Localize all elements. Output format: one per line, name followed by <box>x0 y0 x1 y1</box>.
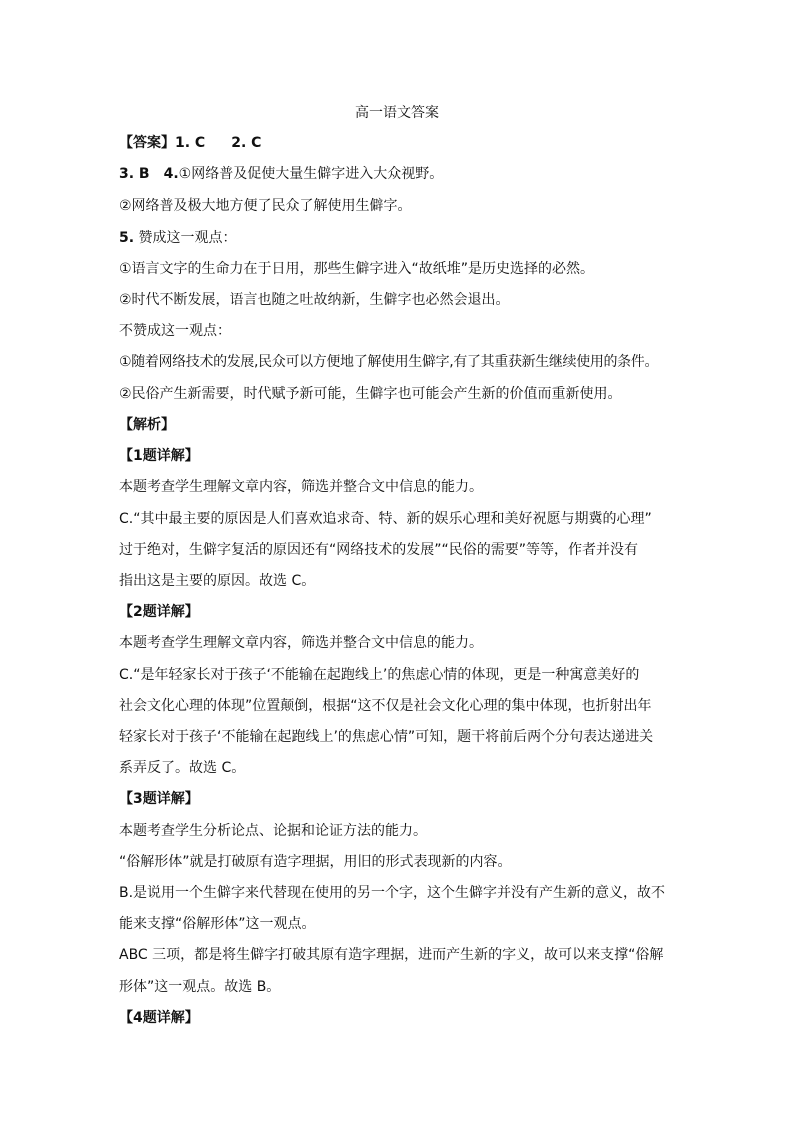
q1-heading: 【1题详解】 <box>119 448 199 464</box>
q3-heading: 【3题详解】 <box>119 791 199 807</box>
q1-line-3: 过于绝对，生僻字复活的原因还有“网络技术的发展”“民俗的需要”等等，作者并没有 <box>119 542 639 558</box>
answer-label: 【答案】 <box>119 135 175 151</box>
answer-4-point-1: ①网络普及促使大量生僻字进入大众视野。 <box>178 166 444 182</box>
q3-line-1: 本题考查学生分析论点、论据和论证方法的能力。 <box>119 823 427 839</box>
answer-3: 3. B <box>119 166 150 182</box>
answer-5-row <box>119 228 237 248</box>
page-title: 高一语文答案 <box>355 105 439 121</box>
q2-heading: 【2题详解】 <box>119 604 199 620</box>
q1-line-1: 本题考查学生理解文章内容，筛选并整合文中信息的能力。 <box>119 479 483 495</box>
answer-1: 1. C <box>175 135 206 151</box>
q2-line-3: 社会文化心理的体现”位置颠倒，根据“这不仅是社会文化心理的集中体现，也折射出年 <box>119 698 652 714</box>
q3-line-4: 能来支撑“俗解形体”这一观点。 <box>119 916 316 932</box>
q3-line-3: B.是说用一个生僻字来代替现在使用的另一个字，这个生僻字并没有产生新的意义，故不 <box>119 885 666 901</box>
analysis-label: 【解析】 <box>119 417 175 433</box>
answer-5-disagree-point-2: ②民俗产生新需要，时代赋予新可能，生僻字也可能会产生新的价值而重新使用。 <box>119 386 622 402</box>
answer-5-disagree-point-1: ①随着网络技术的发展,民众可以方便地了解使用生僻字,有了其重获新生继续使用的条件。 <box>119 354 659 370</box>
answer-4-num: 4. <box>163 166 179 182</box>
q4-heading: 【4题详解】 <box>119 1010 199 1026</box>
answer-5-disagree-label: 不赞成这一观点： <box>119 323 231 339</box>
answer-row-2 <box>119 164 443 184</box>
q1-line-2: C.“其中最主要的原因是人们喜欢追求奇、特、新的娱乐心理和美好祝愿与期冀的心理” <box>119 511 652 527</box>
answer-4-point-2: ②网络普及极大地方便了民众了解使用生僻字。 <box>119 198 412 214</box>
answer-5-agree-label: 赞成这一观点： <box>138 230 237 246</box>
answer-2: 2. C <box>231 135 262 151</box>
q1-line-4: 指出这是主要的原因。故选 C。 <box>119 573 316 589</box>
answer-row-1 <box>119 133 261 153</box>
q3-line-6: 形体”这一观点。故选 B。 <box>119 979 281 995</box>
q3-line-2: “俗解形体”就是打破原有造字理据，用旧的形式表现新的内容。 <box>119 854 512 870</box>
answer-5-agree-point-2: ②时代不断发展，语言也随之吐故纳新，生僻字也必然会退出。 <box>119 292 510 308</box>
q3-line-5: ABC 三项，都是将生僻字打破其原有造字理据，进而产生新的字义，故可以来支撑“俗解 <box>119 947 664 963</box>
q2-line-2: C.“是年轻家长对于孩子‘不能输在起跑线上’的焦虑心情的体现，更是一种寓意美好的 <box>119 667 640 683</box>
q2-line-5: 系弄反了。故选 C。 <box>119 760 246 776</box>
answer-5-agree-point-1: ①语言文字的生命力在于日用，那些生僻字进入“故纸堆”是历史选择的必然。 <box>119 261 595 277</box>
answer-5-num: 5. <box>119 230 135 246</box>
q2-line-1: 本题考查学生理解文章内容，筛选并整合文中信息的能力。 <box>119 635 483 651</box>
q2-line-4: 轻家长对于孩子‘不能输在起跑线上’的焦虑心情”可知，题干将前后两个分句表达递进关 <box>119 729 654 745</box>
